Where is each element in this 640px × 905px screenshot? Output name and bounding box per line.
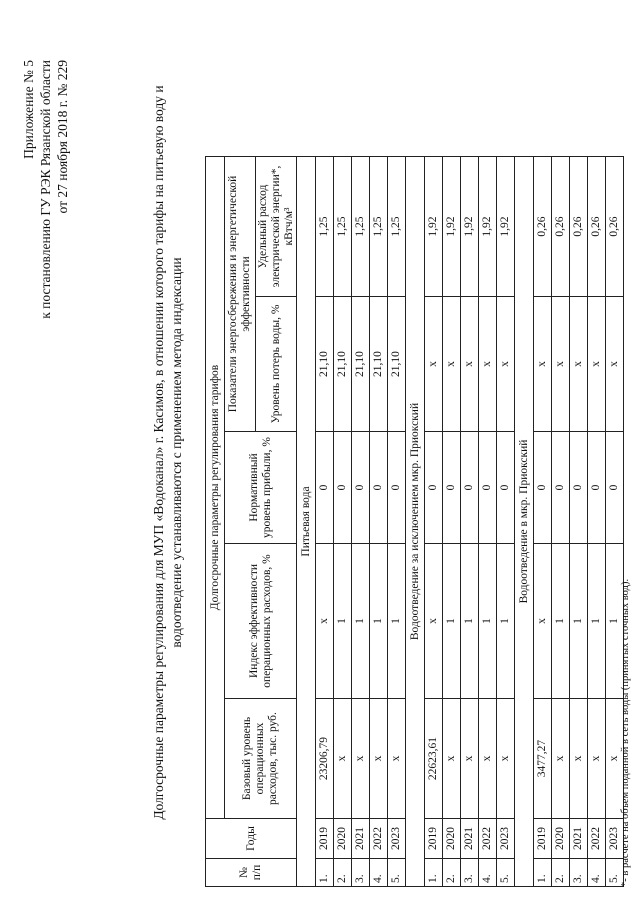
cell-index: 1 bbox=[370, 544, 388, 699]
cell-index: 1 bbox=[588, 544, 606, 699]
section-title: Водоотведение за исключением мкр. Приокский bbox=[406, 157, 425, 887]
cell-index: 1 bbox=[443, 544, 461, 699]
section-row bbox=[406, 157, 425, 887]
cell-num: 4. bbox=[370, 859, 388, 887]
cell-consumption: 0,26 bbox=[606, 157, 624, 297]
section-row bbox=[515, 157, 534, 887]
cell-base: x bbox=[588, 699, 606, 819]
cell-year: 2023 bbox=[606, 819, 624, 859]
cell-year: 2021 bbox=[352, 819, 370, 859]
cell-consumption: 1,25 bbox=[334, 157, 352, 297]
cell-index: 1 bbox=[461, 544, 479, 699]
table-row bbox=[370, 157, 388, 887]
cell-year: 2021 bbox=[570, 819, 588, 859]
cell-consumption: 1,25 bbox=[316, 157, 334, 297]
cell-year: 2020 bbox=[334, 819, 352, 859]
cell-consumption: 1,25 bbox=[388, 157, 406, 297]
cell-num: 1. bbox=[316, 859, 334, 887]
cell-consumption: 1,92 bbox=[443, 157, 461, 297]
cell-consumption: 0,26 bbox=[570, 157, 588, 297]
cell-loss: 21,10 bbox=[352, 297, 370, 432]
cell-consumption: 1,92 bbox=[479, 157, 497, 297]
section-title: Водоотведение в мкр. Приокский bbox=[515, 157, 534, 887]
cell-index: x bbox=[316, 544, 334, 699]
cell-profit: 0 bbox=[461, 432, 479, 544]
header-num: № п/п bbox=[206, 859, 297, 887]
cell-base: x bbox=[479, 699, 497, 819]
table-row bbox=[425, 157, 443, 887]
cell-profit: 0 bbox=[570, 432, 588, 544]
cell-base: x bbox=[352, 699, 370, 819]
cell-index: 1 bbox=[497, 544, 515, 699]
cell-loss: 21,10 bbox=[334, 297, 352, 432]
cell-year: 2022 bbox=[479, 819, 497, 859]
header-base: Базовый уровень операционных расходов, тыс. руб. bbox=[225, 699, 297, 819]
cell-index: x bbox=[425, 544, 443, 699]
cell-base: 3477,27 bbox=[534, 699, 552, 819]
table-row bbox=[497, 157, 515, 887]
cell-num: 4. bbox=[588, 859, 606, 887]
cell-base: x bbox=[334, 699, 352, 819]
header-energy-group: Показатели энергосбережения и энергетической эффективности bbox=[225, 157, 256, 432]
cell-num: 1. bbox=[534, 859, 552, 887]
cell-base: 23206,79 bbox=[316, 699, 334, 819]
cell-num: 3. bbox=[461, 859, 479, 887]
table-row bbox=[352, 157, 370, 887]
header-loss: Уровень потерь воды, % bbox=[256, 297, 297, 432]
cell-num: 5. bbox=[606, 859, 624, 887]
cell-index: 1 bbox=[388, 544, 406, 699]
cell-loss: 21,10 bbox=[388, 297, 406, 432]
cell-num: 3. bbox=[570, 859, 588, 887]
table-row bbox=[534, 157, 552, 887]
cell-loss: x bbox=[461, 297, 479, 432]
cell-profit: 0 bbox=[316, 432, 334, 544]
cell-profit: 0 bbox=[443, 432, 461, 544]
cell-loss: x bbox=[425, 297, 443, 432]
cell-index: 1 bbox=[352, 544, 370, 699]
cell-consumption: 1,25 bbox=[370, 157, 388, 297]
cell-index: 1 bbox=[570, 544, 588, 699]
cell-year: 2019 bbox=[316, 819, 334, 859]
table-row bbox=[588, 157, 606, 887]
cell-profit: 0 bbox=[370, 432, 388, 544]
cell-year: 2020 bbox=[443, 819, 461, 859]
cell-year: 2021 bbox=[461, 819, 479, 859]
cell-profit: 0 bbox=[606, 432, 624, 544]
cell-loss: x bbox=[552, 297, 570, 432]
cell-year: 2020 bbox=[552, 819, 570, 859]
cell-base: 22623,61 bbox=[425, 699, 443, 819]
cell-year: 2019 bbox=[425, 819, 443, 859]
appendix-number: Приложение № 5 bbox=[21, 60, 36, 159]
table-row bbox=[552, 157, 570, 887]
cell-profit: 0 bbox=[479, 432, 497, 544]
cell-num: 1. bbox=[425, 859, 443, 887]
document-title bbox=[150, 30, 186, 875]
parameters-table bbox=[205, 156, 624, 887]
table-header bbox=[206, 157, 297, 887]
table-row bbox=[316, 157, 334, 887]
cell-profit: 0 bbox=[352, 432, 370, 544]
cell-num: 3. bbox=[352, 859, 370, 887]
cell-profit: 0 bbox=[588, 432, 606, 544]
header-group: Долгосрочные параметры регулирования тарифов bbox=[206, 157, 225, 819]
table-row bbox=[461, 157, 479, 887]
title-line-2: водоотведение устанавливаются с применением метода индексации bbox=[169, 257, 184, 648]
cell-num: 5. bbox=[388, 859, 406, 887]
cell-loss: 21,10 bbox=[316, 297, 334, 432]
appendix-reference: к постановлению ГУ РЭК Рязанской области bbox=[38, 60, 53, 319]
cell-num: 4. bbox=[479, 859, 497, 887]
cell-base: x bbox=[552, 699, 570, 819]
table-row bbox=[479, 157, 497, 887]
cell-profit: 0 bbox=[497, 432, 515, 544]
cell-profit: 0 bbox=[534, 432, 552, 544]
cell-profit: 0 bbox=[425, 432, 443, 544]
cell-profit: 0 bbox=[334, 432, 352, 544]
table-body bbox=[297, 157, 624, 887]
table-row bbox=[570, 157, 588, 887]
table-row bbox=[334, 157, 352, 887]
cell-loss: x bbox=[606, 297, 624, 432]
cell-base: x bbox=[461, 699, 479, 819]
cell-year: 2022 bbox=[370, 819, 388, 859]
header-years: Годы bbox=[206, 819, 297, 859]
cell-loss: x bbox=[588, 297, 606, 432]
cell-num: 2. bbox=[334, 859, 352, 887]
cell-loss: x bbox=[443, 297, 461, 432]
table-row bbox=[443, 157, 461, 887]
cell-base: x bbox=[388, 699, 406, 819]
cell-base: x bbox=[443, 699, 461, 819]
cell-loss: x bbox=[497, 297, 515, 432]
cell-year: 2022 bbox=[588, 819, 606, 859]
header-index: Индекс эффективности операционных расходов, % bbox=[225, 544, 297, 699]
cell-loss: x bbox=[479, 297, 497, 432]
cell-index: 1 bbox=[552, 544, 570, 699]
cell-index: 1 bbox=[334, 544, 352, 699]
header-consumption: Удельный расход электрической энергии*, кВтч/м³ bbox=[256, 157, 297, 297]
cell-base: x bbox=[570, 699, 588, 819]
header-profit: Нормативный уровень прибыли, % bbox=[225, 432, 297, 544]
cell-loss: x bbox=[534, 297, 552, 432]
footnote: *- в расчете на объем поданной в сеть воды (принятых сточных вод). bbox=[620, 578, 631, 887]
table-row bbox=[388, 157, 406, 887]
appendix-header bbox=[20, 60, 71, 319]
cell-year: 2023 bbox=[497, 819, 515, 859]
cell-base: x bbox=[497, 699, 515, 819]
cell-loss: x bbox=[570, 297, 588, 432]
cell-base: x bbox=[606, 699, 624, 819]
cell-consumption: 0,26 bbox=[552, 157, 570, 297]
cell-index: x bbox=[534, 544, 552, 699]
cell-consumption: 1,25 bbox=[352, 157, 370, 297]
cell-consumption: 1,92 bbox=[461, 157, 479, 297]
cell-year: 2019 bbox=[534, 819, 552, 859]
cell-index: 1 bbox=[606, 544, 624, 699]
cell-num: 2. bbox=[552, 859, 570, 887]
cell-base: x bbox=[370, 699, 388, 819]
cell-consumption: 1,92 bbox=[497, 157, 515, 297]
cell-num: 2. bbox=[443, 859, 461, 887]
cell-index: 1 bbox=[479, 544, 497, 699]
cell-consumption: 0,26 bbox=[588, 157, 606, 297]
cell-consumption: 1,92 bbox=[425, 157, 443, 297]
cell-consumption: 0,26 bbox=[534, 157, 552, 297]
section-title: Питьевая вода bbox=[297, 157, 316, 887]
cell-profit: 0 bbox=[388, 432, 406, 544]
cell-year: 2023 bbox=[388, 819, 406, 859]
section-row bbox=[297, 157, 316, 887]
title-line-1: Долгосрочные параметры регулирования для МУП «Водоканал» г. Касимов, в отношении которого тарифы на питьевую воду и bbox=[151, 85, 166, 820]
cell-loss: 21,10 bbox=[370, 297, 388, 432]
appendix-date: от 27 ноября 2018 г. № 229 bbox=[55, 60, 70, 214]
cell-num: 5. bbox=[497, 859, 515, 887]
cell-profit: 0 bbox=[552, 432, 570, 544]
